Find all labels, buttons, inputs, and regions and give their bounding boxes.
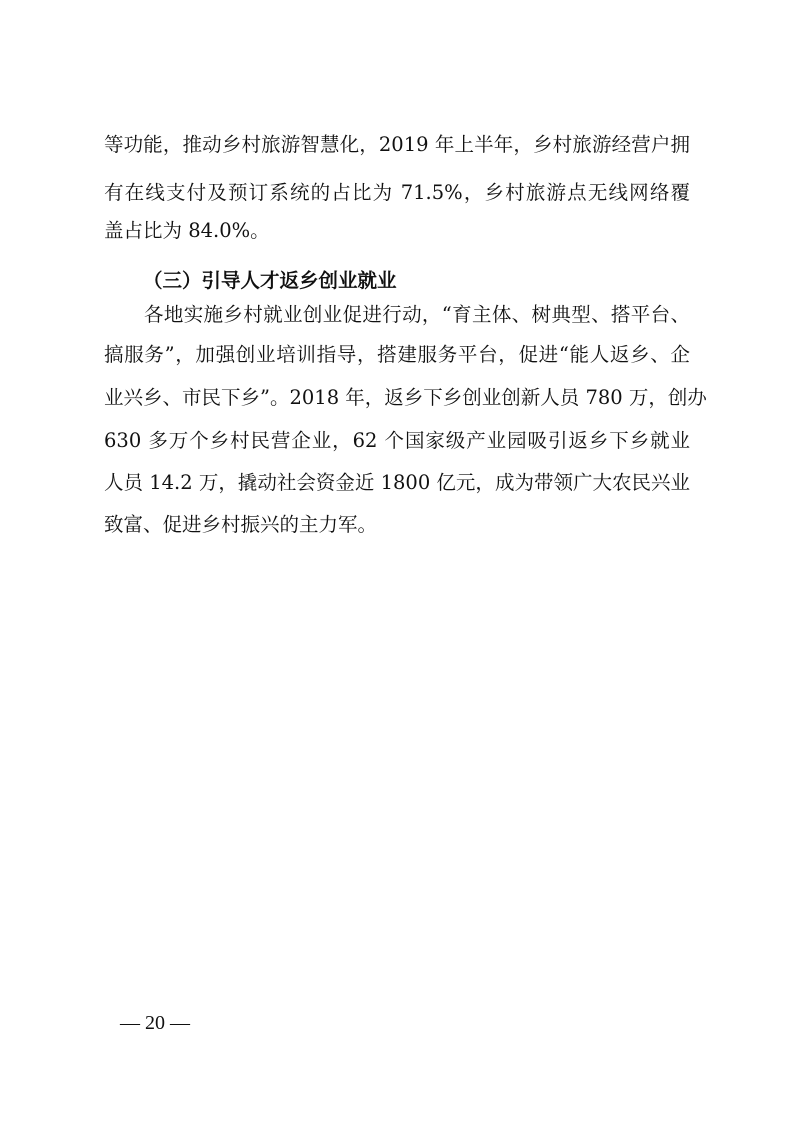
section-heading: （三）引导人才返乡创业就业 <box>143 269 397 292</box>
paragraph-2-line-4: 630 多万个乡村民营企业，62 个国家级产业园吸引返乡下乡就业 <box>104 429 690 452</box>
paragraph-2-line-3: 业兴乡、市民下乡”。2018 年，返乡下乡创业创新人员 780 万，创办 <box>104 386 707 409</box>
paragraph-1-line-3: 盖占比为 84.0%。 <box>104 219 270 242</box>
page-number: — 20 — <box>120 1012 190 1034</box>
paragraph-1-line-1: 等功能，推动乡村旅游智慧化，2019 年上半年，乡村旅游经营户拥 <box>104 133 690 156</box>
paragraph-2-line-6: 致富、促进乡村振兴的主力军。 <box>104 513 378 536</box>
paragraph-2-line-1: 各地实施乡村就业创业促进行动，“育主体、树典型、搭平台、 <box>144 303 690 326</box>
paragraph-2-line-2: 搞服务”，加强创业培训指导，搭建服务平台，促进“能人返乡、企 <box>104 343 690 366</box>
paragraph-2-line-5: 人员 14.2 万，撬动社会资金近 1800 亿元，成为带领广大农民兴业 <box>104 471 690 494</box>
paragraph-1-line-2: 有在线支付及预订系统的占比为 71.5%，乡村旅游点无线网络覆 <box>104 181 690 204</box>
